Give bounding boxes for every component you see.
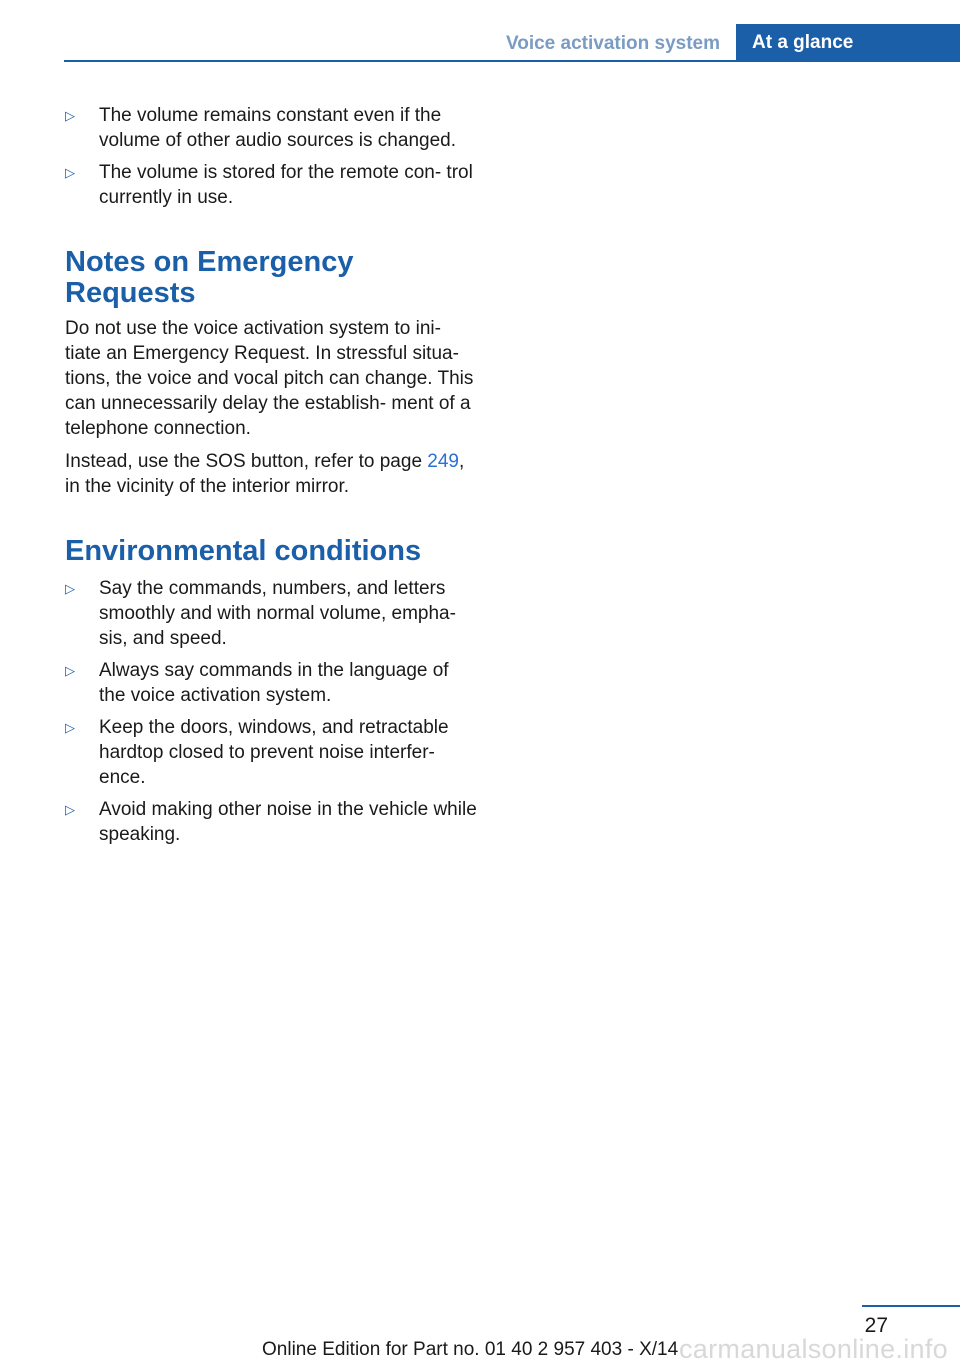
list-item	[65, 715, 477, 790]
triangle-right-outline-icon: ▷	[65, 663, 75, 678]
intro-bullet-list	[65, 103, 477, 210]
list-item-text: The volume remains constant even if the volume of other audio sources is changed.	[99, 105, 456, 151]
triangle-right-outline-icon: ▷	[65, 720, 75, 735]
list-item	[65, 160, 477, 210]
sos-paragraph	[65, 449, 477, 499]
list-item	[65, 103, 477, 153]
environment-bullet-list	[65, 576, 477, 847]
emergency-section	[65, 247, 477, 499]
triangle-right-outline-icon: ▷	[65, 165, 75, 180]
page-number: 27	[864, 1314, 888, 1337]
triangle-right-outline-icon: ▷	[65, 581, 75, 596]
page-reference-link[interactable]: 249	[427, 451, 459, 472]
footer-rule	[862, 1305, 960, 1307]
environment-section	[65, 536, 477, 847]
header-rule	[64, 60, 960, 62]
list-item-text: The volume is stored for the remote con‐ trol currently in use.	[99, 162, 473, 208]
emergency-heading: Notes on Emergency Requests	[65, 246, 354, 309]
list-item-text: Say the commands, numbers, and letters smoothly and with normal volume, empha‐ sis, and speed.	[99, 578, 456, 649]
triangle-right-outline-icon: ▷	[65, 108, 75, 123]
triangle-right-outline-icon: ▷	[65, 802, 75, 817]
list-item	[65, 797, 477, 847]
emergency-paragraph: Do not use the voice activation system to ini‐ tiate an Emergency Request. In stressful situa‐ tions, the voice and vocal pitch can change. This can unnecessarily delay the establish‐ ment of a telephone connection.	[65, 318, 474, 439]
list-item-text: Avoid making other noise in the vehicle while speaking.	[99, 799, 477, 845]
list-item-text: Always say commands in the language of the voice activation system.	[99, 660, 449, 706]
list-item	[65, 576, 477, 651]
watermark: carmanualsonline.info	[679, 1334, 948, 1364]
header-section-title: Voice activation system	[505, 33, 720, 54]
edition-footer: Online Edition for Part no. 01 40 2 957 403 - X/14	[262, 1339, 679, 1360]
environment-heading: Environmental conditions	[65, 535, 422, 567]
list-item-text: Keep the doors, windows, and retractable hardtop closed to prevent noise interfer‐ ence.	[99, 717, 449, 788]
sos-text-after: , in the vicinity of the interior mirror.	[65, 451, 465, 497]
header-chapter-tab: At a glance	[736, 24, 960, 62]
content-column	[65, 103, 477, 854]
sos-text-before: Instead, use the SOS button, refer to page	[65, 451, 428, 472]
list-item	[65, 658, 477, 708]
